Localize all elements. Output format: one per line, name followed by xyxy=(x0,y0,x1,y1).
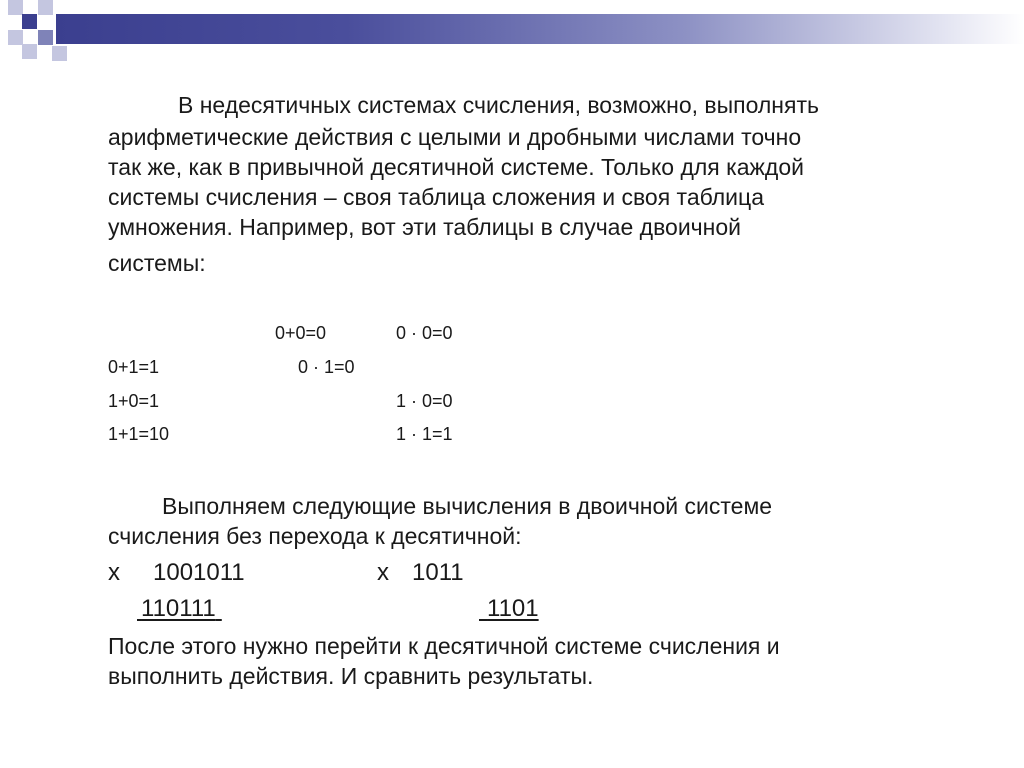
multiplicand-1: 1001011 xyxy=(153,559,245,586)
intro-line-4: системы счисления – своя таблица сложения и своя таблица xyxy=(108,184,764,210)
multiplier-1-value: 110111 xyxy=(141,595,216,622)
multiplicand-2: 1011 xyxy=(412,559,464,586)
outro-line-2: выполнить действия. И сравнить результаты. xyxy=(108,663,594,689)
decor-square-2 xyxy=(22,14,37,29)
intro-line-6: системы: xyxy=(108,250,206,276)
exercise-line-2: счисления без перехода к десятичной: xyxy=(108,523,522,549)
intro-line-3: так же, как в привычной десятичной системе. Только для каждой xyxy=(108,154,804,180)
table-row-2-mul: 0 · 1=0 xyxy=(298,357,355,377)
decor-square-5 xyxy=(38,30,53,45)
multiply-sign-2: x xyxy=(377,559,389,586)
outro-line-1: После этого нужно перейти к десятичной системе счисления и xyxy=(108,633,780,659)
decor-square-1 xyxy=(8,0,23,15)
multiplier-2 xyxy=(479,595,539,623)
table-row-4-add: 1+1=10 xyxy=(108,424,170,444)
exercise-line-1: Выполняем следующие вычисления в двоичной системе xyxy=(162,493,773,519)
header-bar xyxy=(56,14,1024,44)
table-row-3-add: 1+0=1 xyxy=(108,391,160,411)
decor-square-4 xyxy=(8,30,23,45)
intro-line-2: арифметические действия с целыми и дробными числами точно xyxy=(108,124,802,150)
table-row-1-mul: 0 · 0=0 xyxy=(396,323,453,343)
decor-square-6 xyxy=(22,44,37,59)
table-row-3-mul: 1 · 0=0 xyxy=(396,391,453,411)
multiply-sign-1: x xyxy=(108,559,120,586)
intro-line-1: В недесятичных системах счисления, возможно, выполнять xyxy=(178,92,819,118)
decor-square-7 xyxy=(52,46,67,61)
decor-square-3 xyxy=(38,0,53,15)
table-row-2-add: 0+1=1 xyxy=(108,357,160,377)
multiplier-1 xyxy=(137,595,222,623)
table-row-4-mul: 1 · 1=1 xyxy=(396,424,453,444)
table-row-1-add: 0+0=0 xyxy=(275,323,327,343)
multiplier-2-value: 1101 xyxy=(487,595,539,622)
intro-line-5: умножения. Например, вот эти таблицы в случае двоичной xyxy=(108,214,741,240)
